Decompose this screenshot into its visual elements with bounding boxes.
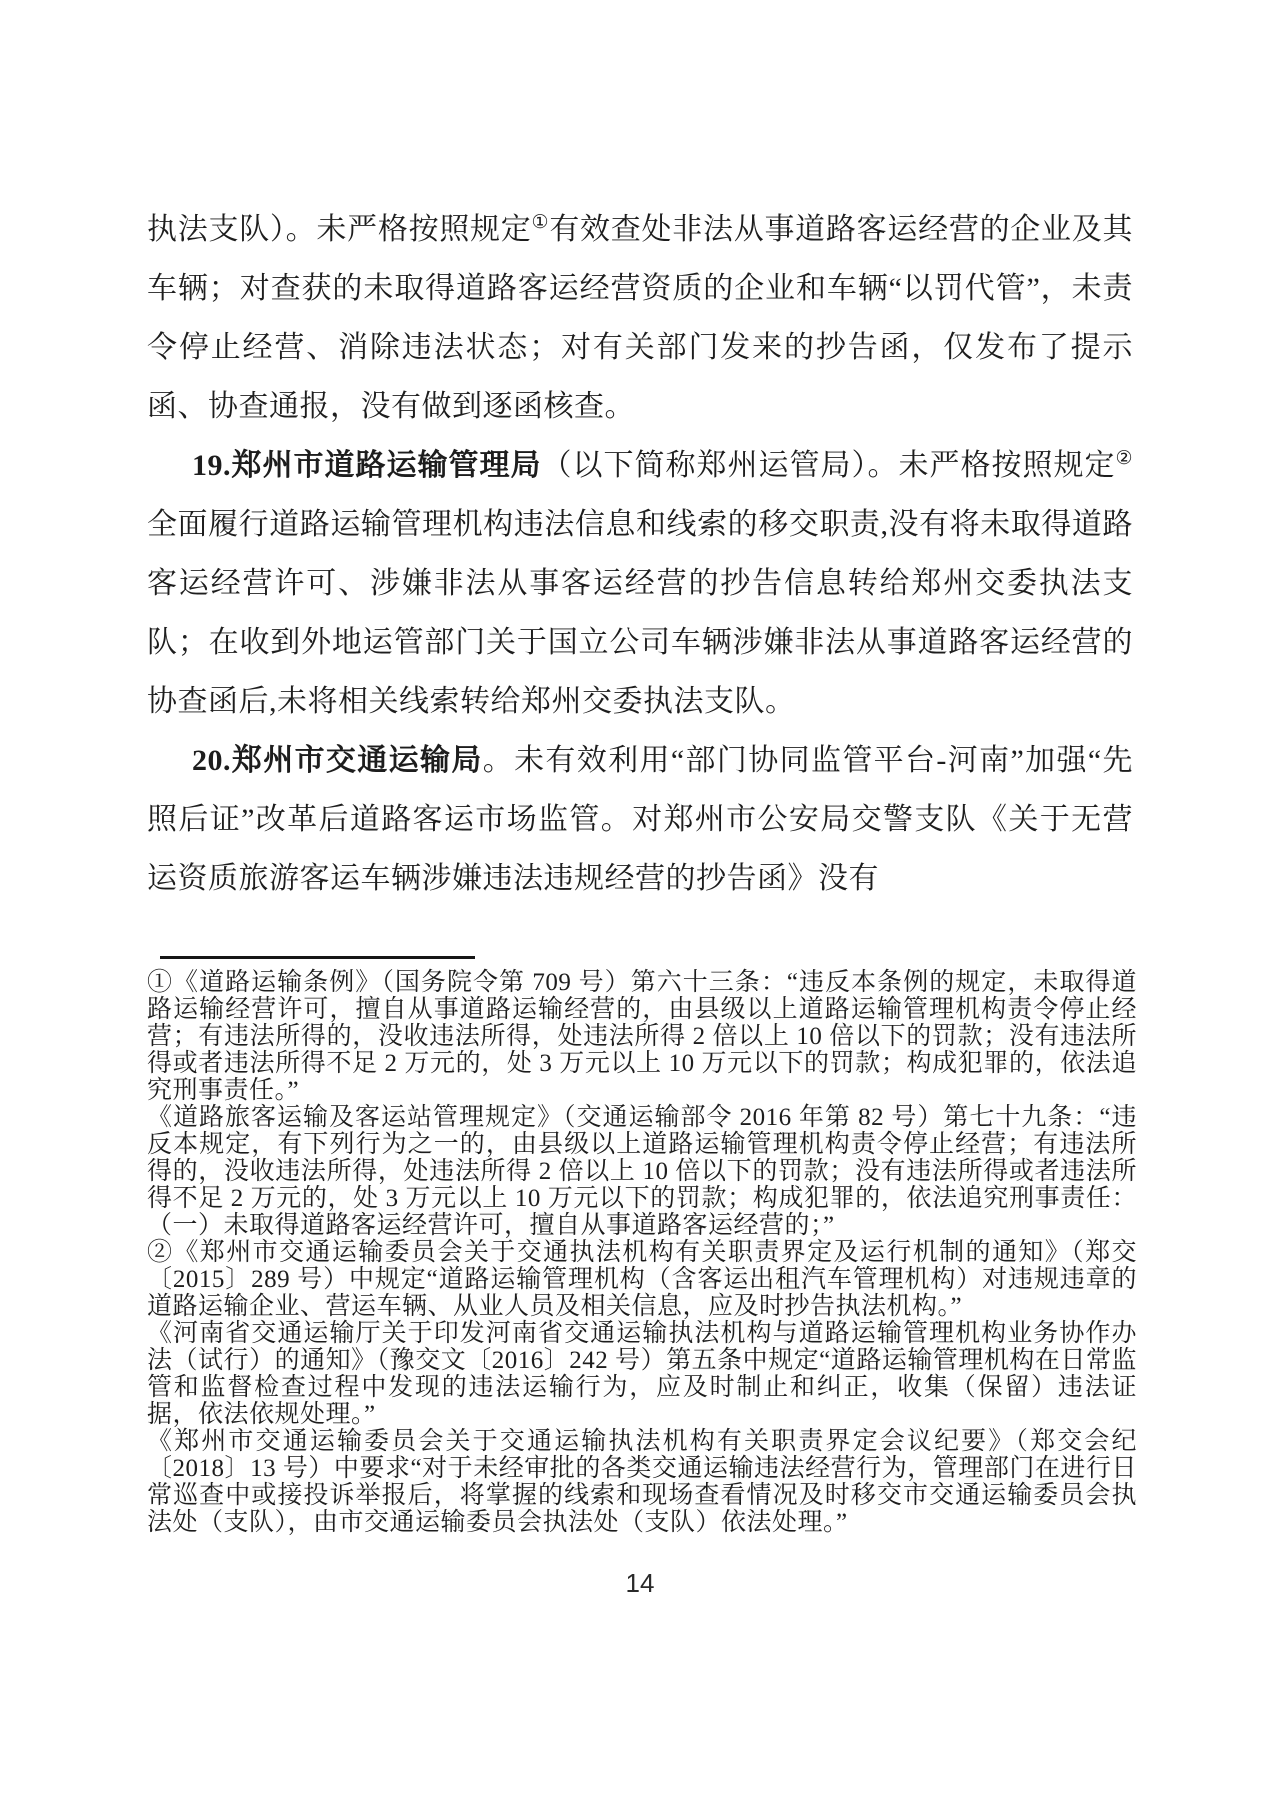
footnote-reference-2: ② bbox=[1115, 448, 1134, 469]
main-text bbox=[147, 200, 1133, 908]
paragraph-18-continuation bbox=[147, 200, 1133, 436]
body-text: 。未有效利用“部门协同监管平台-河南”加强“先照后证”改革后道路客运市场监管。对郑州市公安局交警支队《关于无营运资质旅游客运车辆涉嫌违法违规经营的抄告函》没有 bbox=[147, 744, 1134, 895]
footnote-1: ①《道路运输条例》（国务院令第 709 号）第六十三条：“违反本条例的规定，未取得道路运输经营许可，擅自从事道路运输经营的，由县级以上道路运输管理机构责令停止经营；有违法所得的，没收违法所得，处违法所得 2 倍以上 10 倍以下的罚款；没有违法所得或者违法所得不足 2 万元的，处 3 万元以上 10 万元以下的罚款；构成犯罪的，依法追究刑事责任。” bbox=[147, 969, 1137, 1104]
paragraph-19-heading: 19.郑州市道路运输管理局 bbox=[192, 449, 542, 482]
footnote-2-continued-2: 《郑州市交通运输委员会关于交通运输执法机构有关职责界定会议纪要》（郑交会纪〔2018〕13 号）中要求“对于未经审批的各类交通运输违法经营行为，管理部门在进行日常巡查中或接投诉举报后，将掌握的线索和现场查看情况及时移交市交通运输委员会执法处（支队），由市交通运输委员会执法处（支队）依法处理。” bbox=[147, 1428, 1137, 1536]
body-text: 全面履行道路运输管理机构违法信息和线索的移交职责,没有将未取得道路客运经营许可、涉嫌非法从事客运经营的抄告信息转给郑州交委执法支队；在收到外地运管部门关于国立公司车辆涉嫌非法从事道路客运经营的协查函后,未将相关线索转给郑州交委执法支队。 bbox=[147, 508, 1133, 718]
page-number: 14 bbox=[625, 1568, 655, 1598]
footnote-separator-rule bbox=[160, 956, 475, 959]
paragraph-20-heading: 20.郑州市交通运输局 bbox=[192, 744, 483, 777]
footnote-2-continued: 《河南省交通运输厅关于印发河南省交通运输执法机构与道路运输管理机构业务协作办法（试行）的通知》（豫交文〔2016〕242 号）第五条中规定“道路运输管理机构在日常监管和监督检查过程中发现的违法运输行为，应及时制止和纠正，收集（保留）违法证据，依法依规处理。” bbox=[147, 1320, 1137, 1428]
paragraph-20 bbox=[147, 731, 1133, 908]
footnotes-section bbox=[147, 969, 1137, 1536]
footnote-1-continued: 《道路旅客运输及客运站管理规定》（交通运输部令 2016 年第 82 号）第七十九条：“违反本规定，有下列行为之一的，由县级以上道路运输管理机构责令停止经营；有违法所得的，没收违法所得，处违法所得 2 倍以上 10 倍以下的罚款；没有违法所得或者违法所得不足 2 万元的，处 3 万元以上 10 万元以下的罚款；构成犯罪的，依法追究刑事责任：（一）未取得道路客运经营许可，擅自从事道路客运经营的；” bbox=[147, 1104, 1137, 1239]
footnote-reference-1: ① bbox=[531, 212, 550, 233]
body-text: 有效查处非法从事道路客运经营的企业及其车辆；对查获的未取得道路客运经营资质的企业和车辆“以罚代管”，未责令停止经营、消除违法状态；对有关部门发来的抄告函，仅发布了提示函、协查通报，没有做到逐函核查。 bbox=[147, 213, 1134, 423]
footnote-2: ②《郑州市交通运输委员会关于交通执法机构有关职责界定及运行机制的通知》（郑交〔2015〕289 号）中规定“道路运输管理机构（含客运出租汽车管理机构）对违规违章的道路运输企业、营运车辆、从业人员及相关信息，应及时抄告执法机构。” bbox=[147, 1239, 1137, 1320]
paragraph-19 bbox=[147, 436, 1133, 731]
body-text: （以下简称郑州运管局）。未严格按照规定 bbox=[541, 449, 1116, 482]
body-text: 执法支队）。未严格按照规定 bbox=[147, 213, 532, 246]
